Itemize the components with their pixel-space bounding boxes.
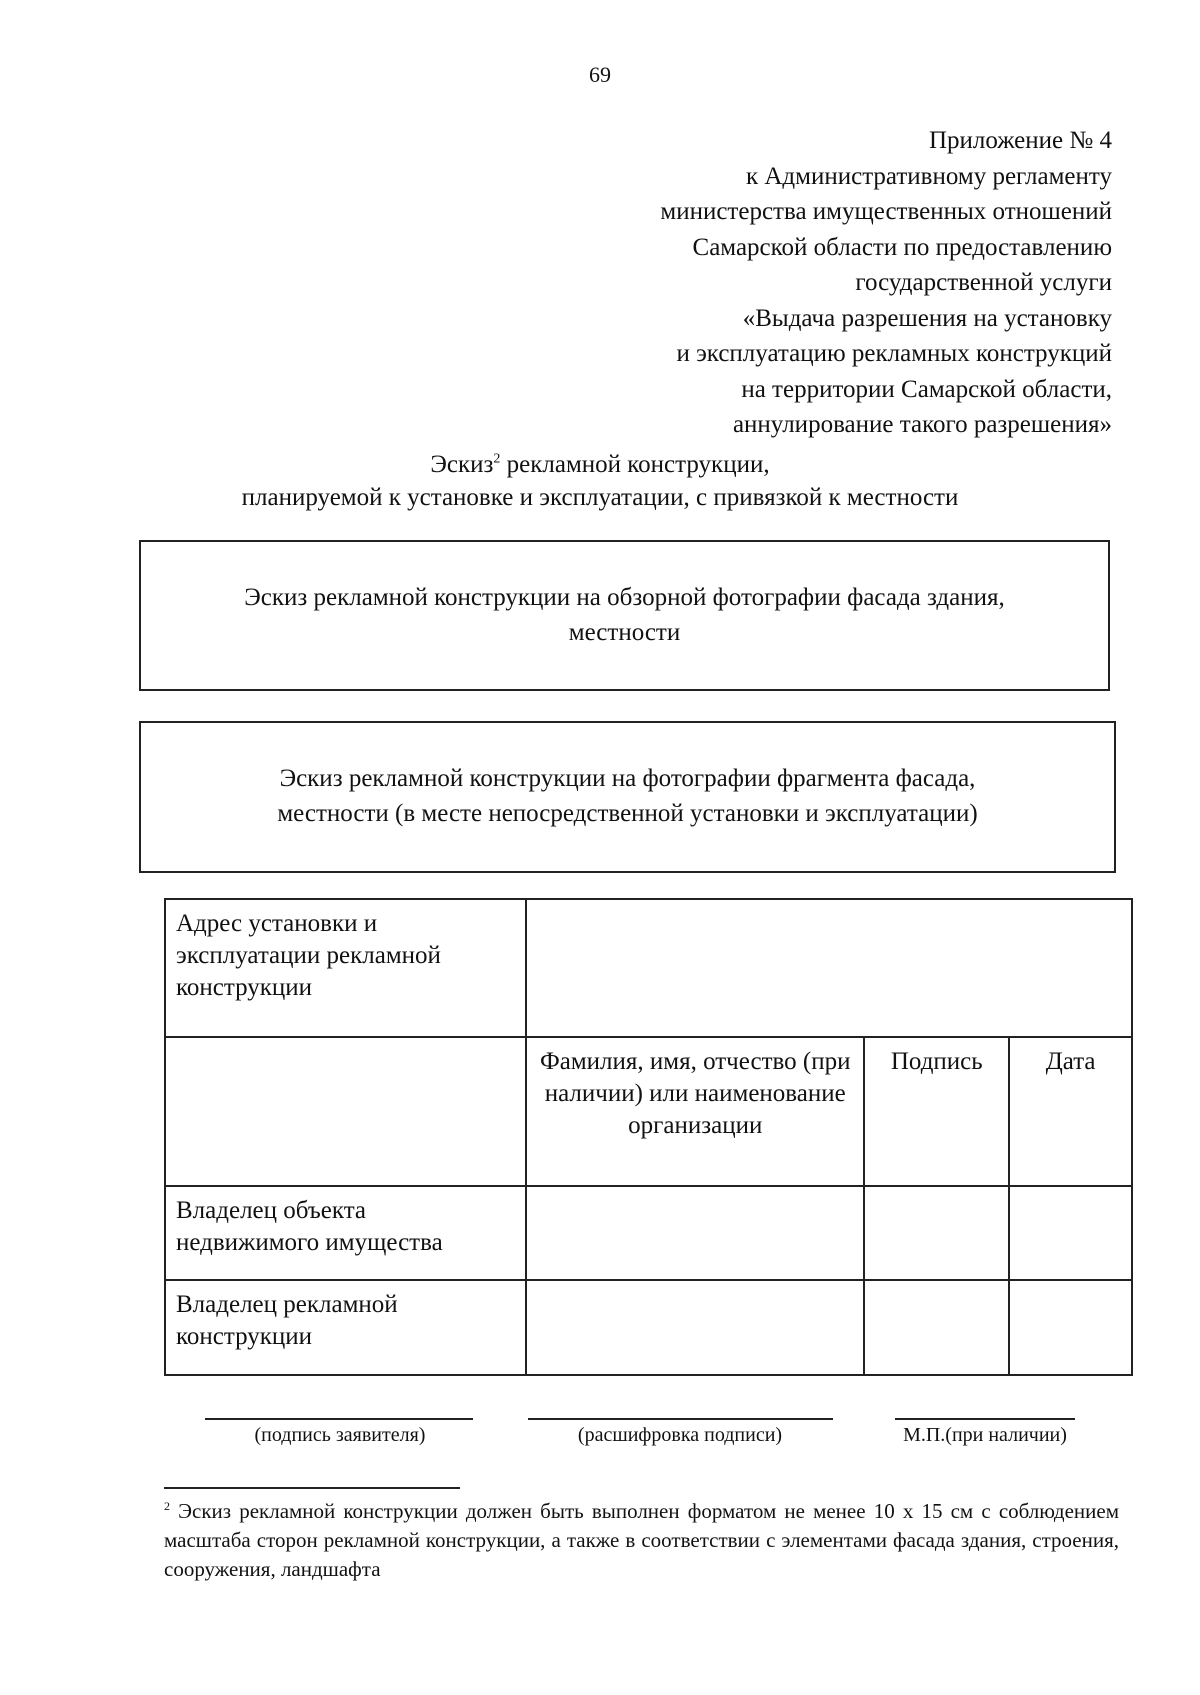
title-line-1-rest: рекламной конструкции,	[500, 451, 770, 478]
sketch-box-text: Эскиз рекламной конструкции на фотографии фрагмента фасада,	[279, 765, 976, 792]
empty-header-cell	[165, 1037, 526, 1186]
name-cell[interactable]	[526, 1280, 864, 1375]
title-line-2: планируемой к установке и эксплуатации, с привязкой к местности	[241, 484, 959, 511]
applicant-signature-line[interactable]	[205, 1418, 473, 1420]
row-label-cell: Владелец объекта недвижимого имущества	[165, 1186, 526, 1280]
appendix-line: «Выдача разрешения на установку	[742, 304, 1112, 332]
appendix-line: аннулирование такого разрешения»	[732, 411, 1112, 438]
appendix-heading	[472, 123, 1112, 443]
date-cell[interactable]	[1009, 1186, 1132, 1280]
table-row	[165, 1280, 1132, 1375]
signature-column-header: Подпись	[864, 1037, 1009, 1186]
appendix-line: Самарской области по предоставлению	[692, 233, 1112, 261]
sketch-box-text: местности (в месте непосредственной установки и эксплуатации)	[277, 800, 978, 827]
appendix-line: на территории Самарской области,	[741, 375, 1112, 403]
document-title	[150, 448, 1050, 514]
name-cell[interactable]	[526, 1186, 864, 1280]
title-footnote-mark: 2	[493, 451, 501, 467]
date-column-header: Дата	[1009, 1037, 1132, 1186]
appendix-line: министерства имущественных отношений	[660, 198, 1112, 225]
appendix-line: государственной услуги	[855, 269, 1112, 296]
address-value-cell[interactable]	[526, 899, 1132, 1037]
name-column-header: Фамилия, имя, отчество (при наличии) или наименование организации	[526, 1037, 864, 1186]
address-label-cell: Адрес установки и эксплуатации рекламной конструкции	[165, 899, 526, 1037]
sketch-box-text: Эскиз рекламной конструкции на обзорной фотографии фасада здания,	[244, 584, 1005, 611]
date-cell[interactable]	[1009, 1280, 1132, 1375]
footnote	[164, 1497, 1119, 1584]
appendix-line: к Административному регламенту	[745, 162, 1112, 190]
applicant-signature-label: (подпись заявителя)	[254, 1424, 426, 1446]
sketch-box-text: местности	[568, 619, 681, 646]
stamp-label: М.П.(при наличии)	[903, 1424, 1067, 1446]
decryption-signature-line[interactable]	[528, 1418, 833, 1420]
owner-info-table	[164, 898, 1133, 1376]
table-row	[165, 899, 1132, 1037]
appendix-line: и эксплуатацию рекламных конструкций	[676, 340, 1112, 367]
decryption-signature-label: (расшифровка подписи)	[577, 1424, 783, 1446]
signature-cell[interactable]	[864, 1280, 1009, 1375]
table-header-row	[165, 1037, 1132, 1186]
title-line-1	[150, 448, 1050, 481]
footnote-mark: 2	[164, 1499, 170, 1513]
stamp-line[interactable]	[895, 1418, 1075, 1420]
fragment-sketch-box	[139, 721, 1116, 873]
overview-sketch-box	[139, 540, 1110, 691]
footnote-divider	[164, 1487, 460, 1489]
appendix-line: Приложение № 4	[928, 127, 1112, 154]
table-row	[165, 1186, 1132, 1280]
title-word: Эскиз	[430, 451, 494, 478]
page-number: 69	[589, 62, 611, 87]
signature-cell[interactable]	[864, 1186, 1009, 1280]
footnote-text: Эскиз рекламной конструкции должен быть выполнен форматом не менее 10 х 15 см с соблюдением масштаба сторон рекламной конструкции, а также в соответствии с элементами фасада здания, строения, сооружения, ландшафта	[164, 1499, 1119, 1581]
row-label-cell: Владелец рекламной конструкции	[165, 1280, 526, 1375]
